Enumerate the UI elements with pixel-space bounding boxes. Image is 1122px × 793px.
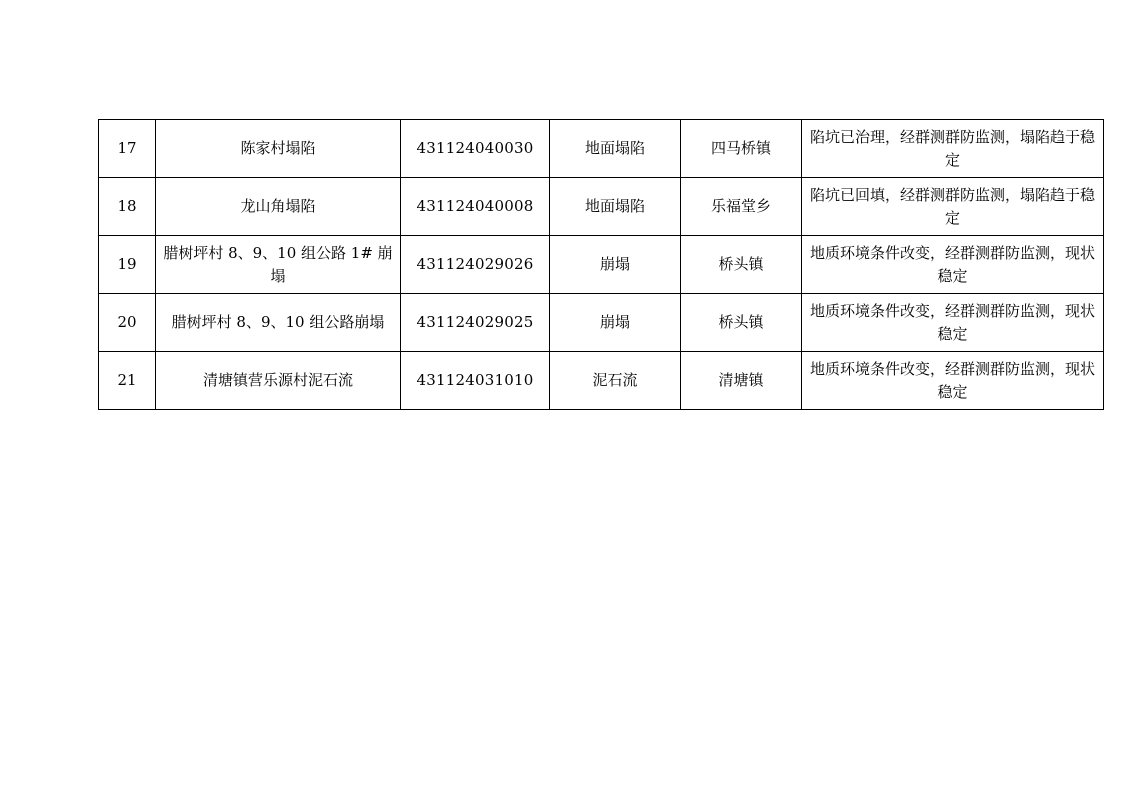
hazard-town: 桥头镇 <box>718 255 764 274</box>
hazard-code: 431124029026 <box>416 255 534 274</box>
row-number-cell <box>99 294 156 352</box>
row-number-cell <box>99 178 156 236</box>
hazard-type-cell <box>550 294 681 352</box>
hazard-type: 泥石流 <box>592 371 638 390</box>
hazard-code-cell <box>401 294 550 352</box>
row-number: 20 <box>117 313 137 332</box>
hazard-name: 腊树坪村 8、9、10 组公路崩塌 <box>171 313 385 332</box>
table-row <box>99 236 1104 294</box>
row-number-cell <box>99 120 156 178</box>
row-number: 19 <box>117 255 137 274</box>
hazard-type: 崩塌 <box>599 313 630 332</box>
hazard-name-cell <box>156 294 401 352</box>
hazard-name-cell <box>156 236 401 294</box>
hazard-remark-cell <box>802 352 1104 410</box>
hazard-remark: 地质环境条件改变，经群测群防监测，现状稳定 <box>809 302 1095 343</box>
hazard-town-cell <box>681 294 802 352</box>
hazard-name: 龙山角塌陷 <box>240 197 316 216</box>
hazard-remark: 陷坑已回填，经群测群防监测，塌陷趋于稳定 <box>809 186 1095 227</box>
hazard-town: 清塘镇 <box>718 371 764 390</box>
hazard-type: 崩塌 <box>599 255 630 274</box>
hazard-code: 431124040030 <box>416 139 534 158</box>
hazard-code: 431124029025 <box>416 313 534 332</box>
hazard-type-cell <box>550 352 681 410</box>
hazard-name-cell <box>156 178 401 236</box>
hazard-name-cell <box>156 352 401 410</box>
hazard-name: 腊树坪村 8、9、10 组公路 1# 崩塌 <box>163 244 393 285</box>
row-number: 18 <box>117 197 137 216</box>
row-number: 21 <box>117 371 137 390</box>
hazard-town: 乐福堂乡 <box>710 197 771 216</box>
table-row <box>99 120 1104 178</box>
table-row <box>99 178 1104 236</box>
hazard-town-cell <box>681 352 802 410</box>
hazard-town-cell <box>681 236 802 294</box>
hazard-code: 431124040008 <box>416 197 534 216</box>
hazard-code: 431124031010 <box>416 371 534 390</box>
row-number-cell <box>99 236 156 294</box>
row-number: 17 <box>117 139 137 158</box>
hazard-remark-cell <box>802 120 1104 178</box>
hazard-type-cell <box>550 178 681 236</box>
hazard-remark: 陷坑已治理，经群测群防监测，塌陷趋于稳定 <box>809 128 1095 169</box>
hazard-type-cell <box>550 236 681 294</box>
hazard-code-cell <box>401 352 550 410</box>
geohazard-table <box>98 119 1104 410</box>
hazard-code-cell <box>401 120 550 178</box>
hazard-name: 陈家村塌陷 <box>240 139 316 158</box>
hazard-name-cell <box>156 120 401 178</box>
hazard-remark: 地质环境条件改变，经群测群防监测，现状稳定 <box>809 360 1095 401</box>
hazard-remark-cell <box>802 294 1104 352</box>
hazard-type-cell <box>550 120 681 178</box>
hazard-town: 四马桥镇 <box>710 139 771 158</box>
hazard-town-cell <box>681 120 802 178</box>
row-number-cell <box>99 352 156 410</box>
hazard-town: 桥头镇 <box>718 313 764 332</box>
hazard-code-cell <box>401 178 550 236</box>
hazard-remark-cell <box>802 178 1104 236</box>
hazard-type: 地面塌陷 <box>584 197 645 216</box>
hazard-type: 地面塌陷 <box>584 139 645 158</box>
hazard-name: 清塘镇营乐源村泥石流 <box>202 371 353 390</box>
table-body <box>99 120 1104 410</box>
geohazard-table-container <box>98 119 1095 410</box>
hazard-remark: 地质环境条件改变，经群测群防监测，现状稳定 <box>809 244 1095 285</box>
hazard-town-cell <box>681 178 802 236</box>
hazard-code-cell <box>401 236 550 294</box>
hazard-remark-cell <box>802 236 1104 294</box>
table-row <box>99 294 1104 352</box>
table-row <box>99 352 1104 410</box>
